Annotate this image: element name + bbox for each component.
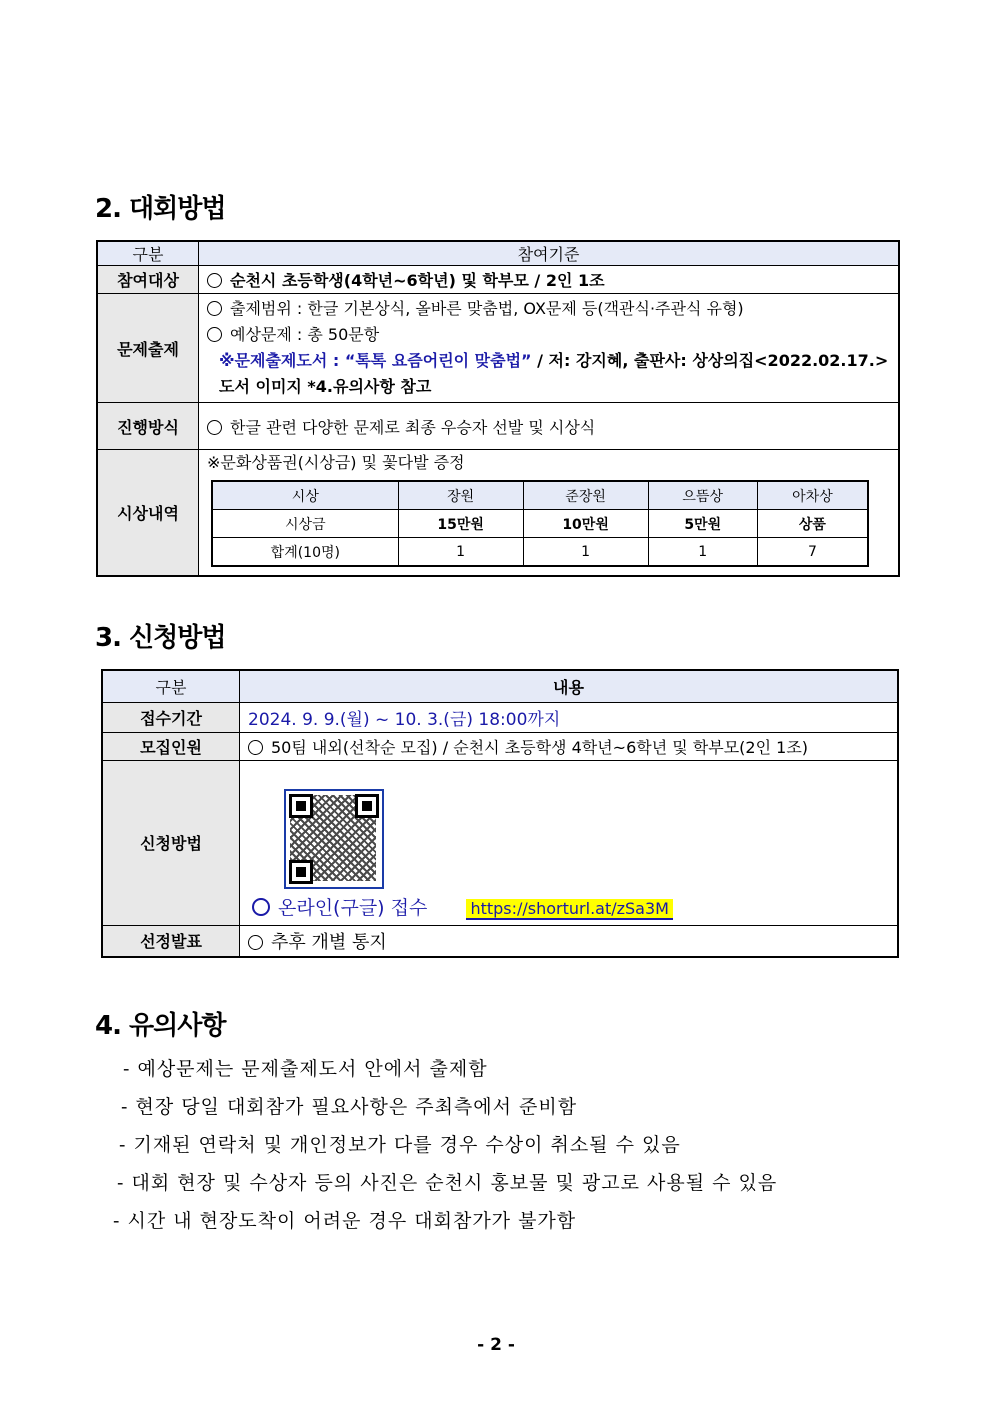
- prize-cell: 5만원: [648, 510, 757, 538]
- label-questions: 문제출제: [97, 294, 199, 403]
- circle-bullet-icon: [207, 327, 222, 342]
- question-book-info: / 저: 강지혜, 출판사: 상상의집<2022.02.17.>: [531, 351, 889, 370]
- prize-cell: 10만원: [523, 510, 648, 538]
- question-scope: 출제범위 : 한글 기본상식, 올바른 맞춤법, OX문제 등(객관식·주관식 유형): [230, 299, 744, 318]
- section-3-title: 3. 신청방법: [95, 623, 226, 653]
- prize-cell: 1: [523, 538, 648, 567]
- question-book-note: 도서 이미지 *4.유의사항 참고: [219, 377, 432, 396]
- prize-cell: 15만원: [398, 510, 523, 538]
- label-announce: 선정발표: [102, 925, 240, 957]
- recruit-cell: [240, 732, 899, 760]
- question-book-title: ※문제출제도서 : “톡톡 요즘어린이 맞춤법”: [219, 351, 532, 370]
- header-category: 구분: [102, 670, 240, 702]
- participants-cell: [199, 266, 900, 294]
- circle-bullet-icon: [207, 273, 222, 288]
- section-4-title: 4. 유의사항: [95, 1011, 226, 1041]
- page-number: - 2 -: [477, 1335, 515, 1355]
- apply-link[interactable]: https://shorturl.at/zSa3M: [466, 899, 673, 920]
- circle-bullet-icon: [207, 420, 222, 435]
- prize-cell: 1: [648, 538, 757, 567]
- section-2-title: 2. 대회방법: [95, 194, 226, 224]
- prize-table: [211, 480, 869, 567]
- note-item: - 대회 현장 및 수상자 등의 사진은 순천시 홍보물 및 광고로 사용될 수 있음: [117, 1172, 778, 1194]
- apply-online-text: 온라인(구글) 접수: [252, 897, 427, 919]
- label-period: 접수기간: [102, 702, 240, 732]
- header-content: 내용: [240, 670, 899, 702]
- prize-cell: 시상금: [212, 510, 398, 538]
- header-category: 구분: [97, 241, 199, 266]
- prize-cell: 준장원: [523, 481, 648, 510]
- label-participants: 참여대상: [97, 266, 199, 294]
- circle-bullet-icon: [207, 301, 222, 316]
- label-apply: 신청방법: [102, 760, 240, 925]
- header-criteria: 참여기준: [199, 241, 900, 266]
- note-item: - 시간 내 현장도착이 어려운 경우 대회참가가 불가함: [113, 1210, 577, 1232]
- recruit-text: 50팀 내외(선착순 모집) / 순천시 초등학생 4학년~6학년 및 학부모(2인 1조): [271, 737, 809, 757]
- prize-cell: 아차상: [757, 481, 868, 510]
- note-item: - 기재된 연락처 및 개인정보가 다를 경우 수상이 취소될 수 있음: [119, 1134, 681, 1156]
- awards-cell: [199, 450, 900, 577]
- questions-cell: [199, 294, 900, 403]
- apply-cell: [240, 760, 899, 925]
- announce-cell: [240, 925, 899, 957]
- process-cell: [199, 403, 900, 450]
- prize-cell: 상품: [757, 510, 868, 538]
- period-text: 2024. 9. 9.(월) ~ 10. 3.(금) 18:00까지: [240, 702, 899, 732]
- competition-method-table: [96, 240, 900, 577]
- prize-cell: 7: [757, 538, 868, 567]
- qr-code-icon[interactable]: [284, 789, 384, 889]
- process-text: 한글 관련 다양한 문제로 최종 우승자 선발 및 시상식: [230, 417, 596, 437]
- participants-text: 순천시 초등학생(4학년~6학년) 및 학부모 / 2인 1조: [230, 271, 605, 290]
- prize-cell: 장원: [398, 481, 523, 510]
- label-recruit: 모집인원: [102, 732, 240, 760]
- label-process: 진행방식: [97, 403, 199, 450]
- awards-note: ※문화상품권(시상금) 및 꽃다발 증정: [207, 453, 465, 472]
- application-method-table: [101, 669, 899, 958]
- note-item: - 현장 당일 대회참가 필요사항은 주최측에서 준비함: [121, 1096, 578, 1118]
- label-awards: 시상내역: [97, 450, 199, 577]
- prize-cell: 합계(10명): [212, 538, 398, 567]
- note-item: - 예상문제는 문제출제도서 안에서 출제함: [123, 1058, 488, 1080]
- circle-bullet-icon: [248, 740, 263, 755]
- prize-cell: 으뜸상: [648, 481, 757, 510]
- circle-bullet-icon: [252, 898, 270, 916]
- announce-text: 추후 개별 통지: [271, 931, 387, 953]
- circle-bullet-icon: [248, 935, 263, 950]
- notes-list: [113, 1050, 777, 1240]
- question-count: 예상문제 : 총 50문항: [230, 325, 380, 344]
- prize-cell: 시상: [212, 481, 398, 510]
- prize-cell: 1: [398, 538, 523, 567]
